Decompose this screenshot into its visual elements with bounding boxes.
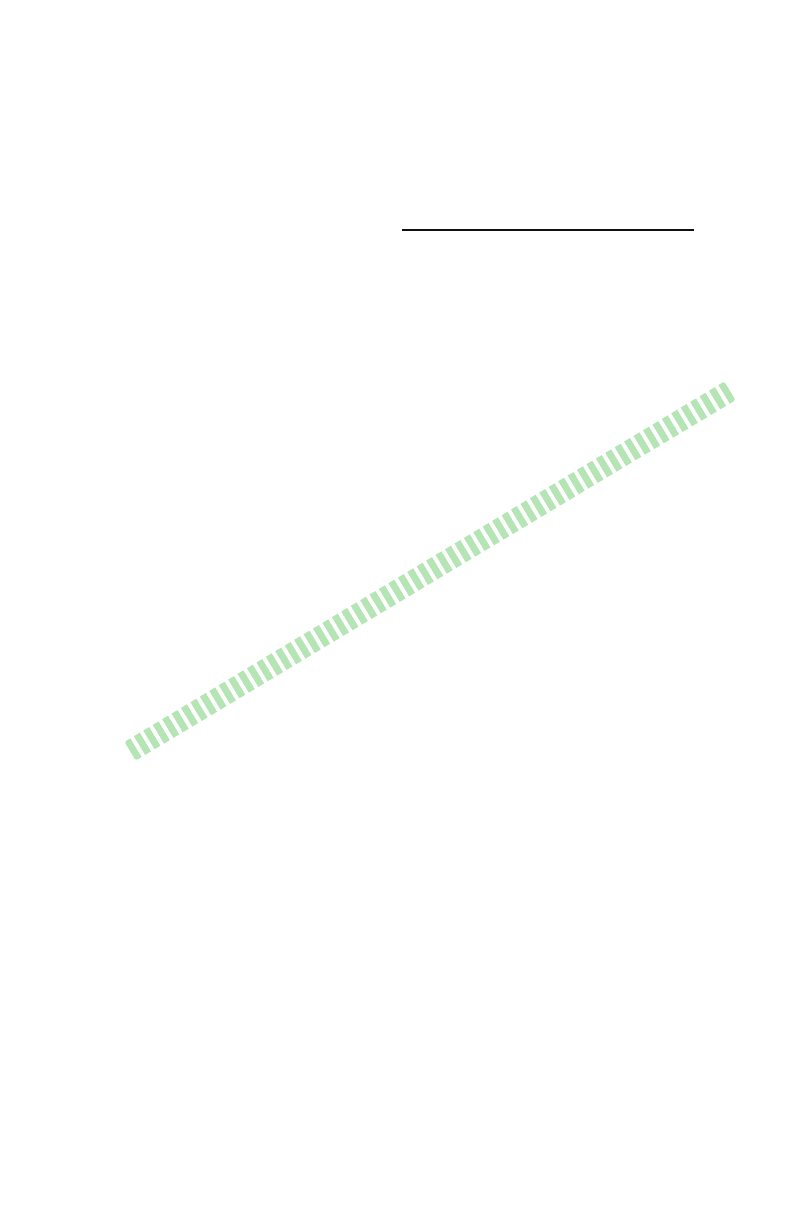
total-rule (402, 229, 694, 231)
watermark-stripe (124, 381, 735, 760)
feed-header-row (0, 458, 801, 484)
